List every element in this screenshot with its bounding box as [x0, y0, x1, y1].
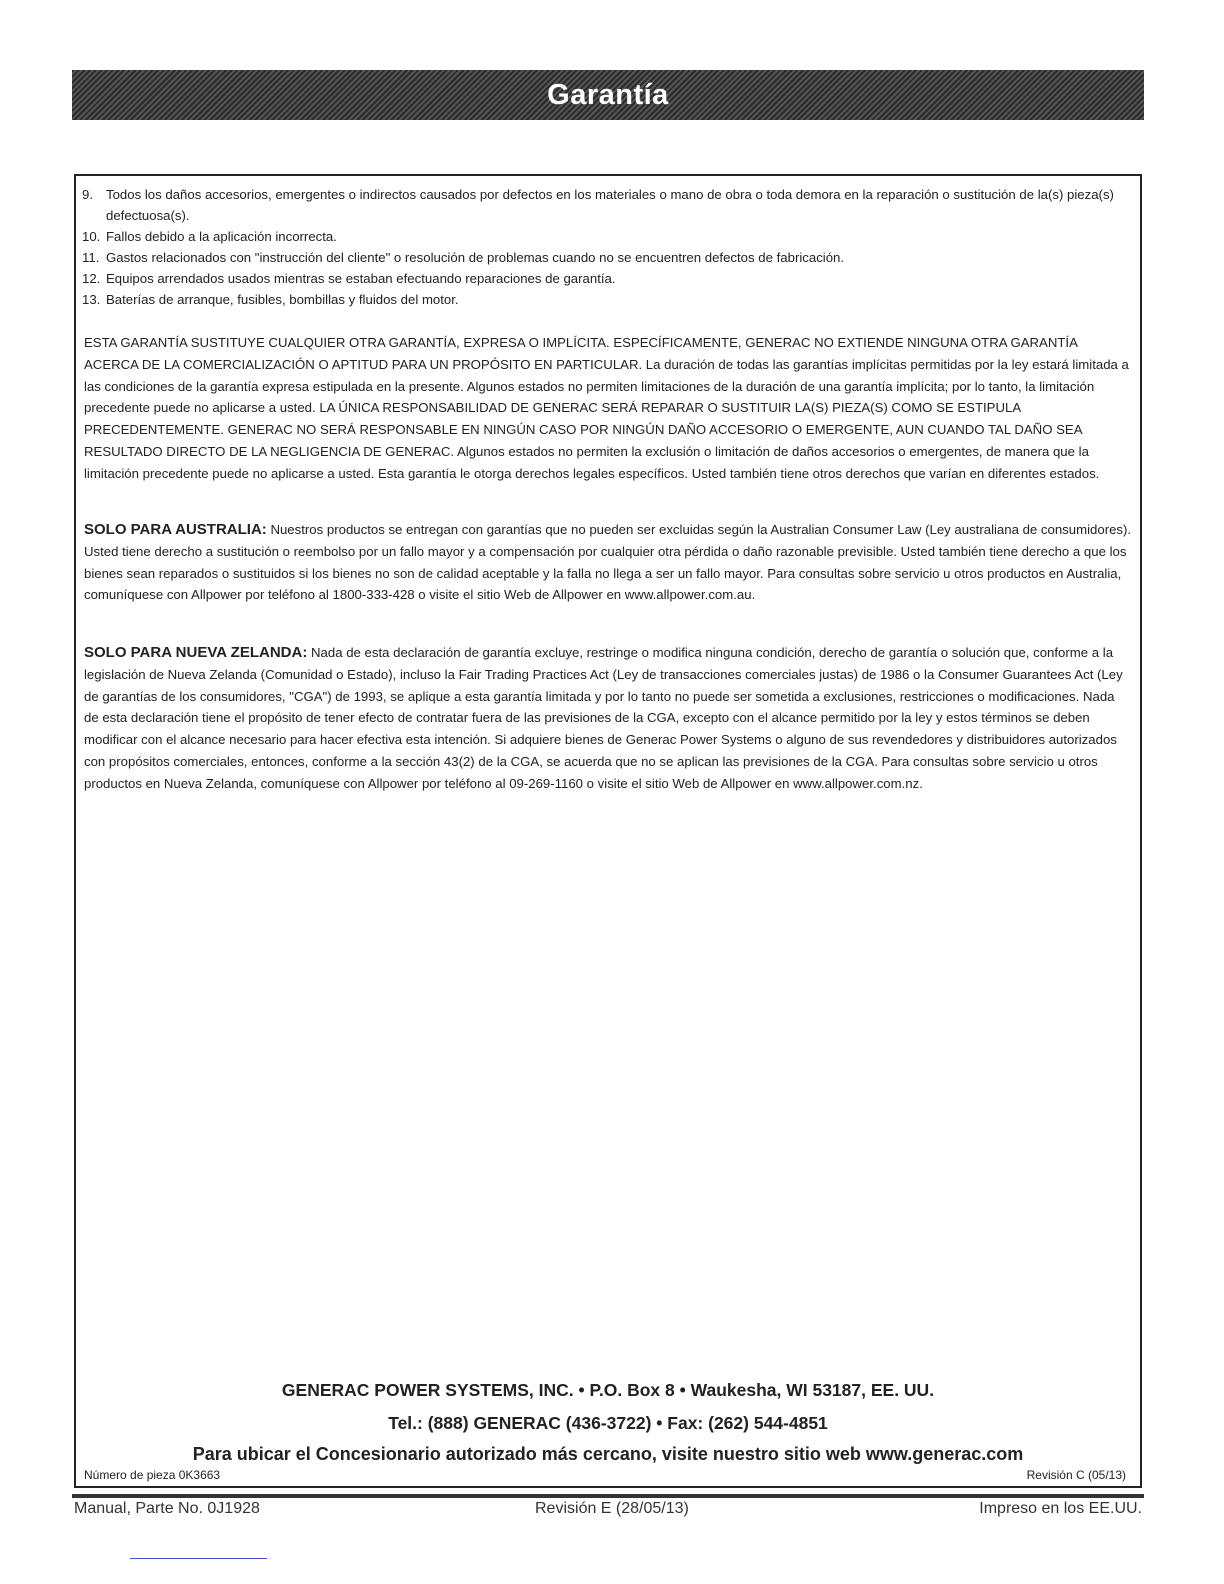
list-item-number: 10.: [82, 229, 101, 244]
list-item-text: Fallos debido a la aplicación incorrecta.: [106, 229, 337, 244]
australia-text: Nuestros productos se entregan con garantías que no pueden ser excluidas según la Australian Consumer Law (Ley australiana de consumidores). Usted tiene derecho a sustitución o reembolso por un fallo mayor y a compensación por cualquier otra pérdida o daño razonable previsible. Usted también tiene derecho a que los bienes sean reparados o sustituidos si los bienes no son de calidad aceptable y la falla no llega a ser un fallo mayor. Para consultas sobre servicio u otros productos en Australia, comuníquese con Allpower por teléfono al 1800-333-428 o visite el sitio Web de Allpower en www.allpower.com.au.: [84, 522, 1132, 603]
list-item: [82, 226, 1132, 247]
list-item: [82, 184, 1132, 226]
list-item-text: Todos los daños accesorios, emergentes o indirectos causados por defectos en los materiales o mano de obra o toda demora en la reparación o sustitución de la(s) pieza(s) defectuosa(s).: [106, 187, 1114, 223]
list-item: [82, 268, 1132, 289]
printed-in: Impreso en los EE.UU.: [979, 1500, 1142, 1517]
list-item: [82, 289, 1132, 310]
disclaimer-paragraph: ESTA GARANTÍA SUSTITUYE CUALQUIER OTRA GARANTÍA, EXPRESA O IMPLÍCITA. ESPECÍFICAMENTE, GENERAC NO EXTIENDE NINGUNA OTRA GARANTÍA ACERCA DE LA COMERCIALIZACIÓN O APTITUD PARA UN PROPÓSITO EN PARTICULAR. La duración de todas las garantías implícitas permitidas por la ley estará limitada a las condiciones de la garantía expresa estipulada en la presente. Algunos estados no permiten limitaciones de la duración de una garantía implícita; por lo tanto, la limitación precedente puede no aplicarse a usted. LA ÚNICA RESPONSABILIDAD DE GENERAC SERÁ REPARAR O SUSTITUIR LA(S) PIEZA(S) COMO SE ESTIPULA PRECEDENTEMENTE. GENERAC NO SERÁ RESPONSABLE EN NINGÚN CASO POR NINGÚN DAÑO ACCESORIO O EMERGENTE, AUN CUANDO TAL DAÑO SEA RESULTADO DIRECTO DE LA NEGLIGENCIA DE GENERAC. Algunos estados no permiten la exclusión o limitación de daños accesorios o emergentes, de manera que la limitación precedente puede no aplicarse a usted. Esta garantía le otorga derechos legales específicos. Usted también tiene otros derechos que varían en diferentes estados.: [84, 335, 1129, 481]
list-item-number: 11.: [82, 250, 100, 265]
box-revision: Revisión C (05/13): [1026, 1468, 1126, 1482]
title-banner: [72, 70, 1144, 120]
list-item: [82, 247, 1132, 268]
list-item-number: 9.: [82, 187, 93, 202]
footer-rule: [72, 1494, 1144, 1498]
australia-heading: SOLO PARA AUSTRALIA:: [84, 521, 267, 538]
decorative-line: [130, 1558, 267, 1559]
new-zealand-paragraph: [84, 642, 1132, 795]
new-zealand-text: Nada de esta declaración de garantía excluye, restringe o modifica ninguna condición, derecho de garantía o solución que, conforme a la legislación de Nueva Zelanda (Comunidad o Estado), incluso la Fair Trading Practices Act (Ley de transacciones comerciales justas) de 1986 o la Consumer Guarantees Act (Ley de garantías de los consumidores, "CGA") de 1993, se aplique a esta garantía limitada y por lo tanto no puede ser sometida a exclusiones, restricciones o modificaciones. Nada de esta declaración tiene el propósito de tener efecto de contratar fuera de las previsiones de la CGA, excepto con el alcance permitido por la ley y estos términos se deben modificar con el alcance necesario para hacer efectiva esta intención. Si adquiere bienes de Generac Power Systems o alguno de sus revendedores y distribuidores autorizados con propósitos comerciales, entonces, conforme a la sección 43(2) de la CGA, se acuerda que no se aplican las previsiones de la CGA. Para consultas sobre servicio u otros productos en Nueva Zelanda, comuníquese con Allpower por teléfono al 09-269-1160 o visite el sitio Web de Allpower en www.allpower.com.nz.: [84, 645, 1123, 791]
list-item-text: Baterías de arranque, fusibles, bombillas y fluidos del motor.: [106, 292, 459, 307]
company-phone-fax: Tel.: (888) GENERAC (436-3722) • Fax: (262) 544-4851: [388, 1413, 828, 1433]
part-number: Número de pieza 0K3663: [84, 1468, 221, 1482]
dealer-locator-text: Para ubicar el Concesionario autorizado más cercano, visite nuestro sitio web www.generac.com: [192, 1444, 1024, 1464]
australia-paragraph: [84, 519, 1132, 606]
list-item-text: Gastos relacionados con "instrucción del cliente" o resolución de problemas cuando no se encuentren defectos de fabricación.: [106, 250, 845, 265]
list-item-number: 13.: [82, 292, 101, 307]
manual-part-number: Manual, Parte No. 0J1928: [74, 1500, 260, 1517]
manual-revision: Revisión E (28/05/13): [535, 1500, 689, 1517]
new-zealand-heading: SOLO PARA NUEVA ZELANDA:: [84, 644, 308, 661]
warranty-content-box: [74, 174, 1142, 1488]
list-item-text: Equipos arrendados usados mientras se estaban efectuando reparaciones de garantía.: [106, 271, 616, 286]
list-item-number: 12.: [82, 271, 101, 286]
company-address: GENERAC POWER SYSTEMS, INC. • P.O. Box 8 • Waukesha, WI 53187, EE. UU.: [281, 1380, 935, 1400]
page-title: Garantía: [547, 78, 669, 111]
exclusions-list: [82, 184, 1132, 310]
